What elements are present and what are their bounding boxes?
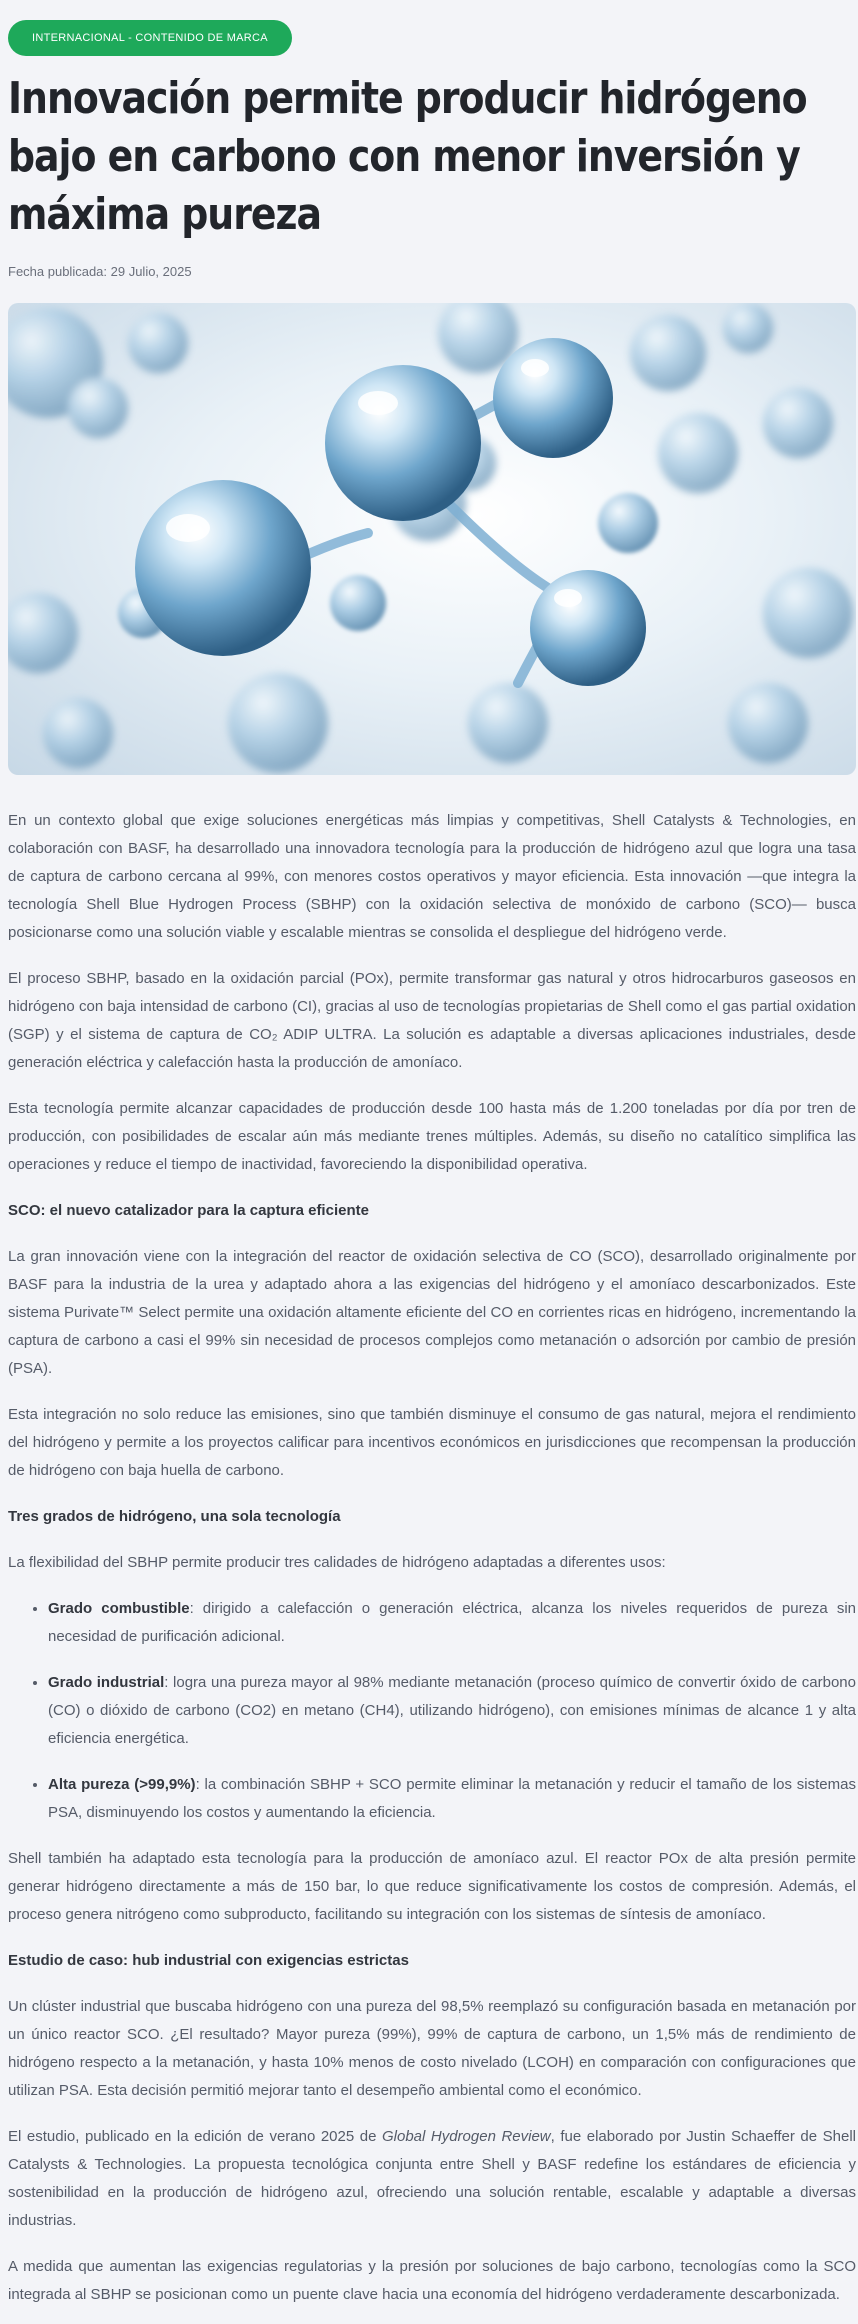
article-title: Innovación permite producir hidrógeno bajo en carbono con menor inversión y máxima pureza bbox=[8, 73, 807, 240]
paragraph-text: , fue elaborado por Justin Schaeffer de Shell Catalysts & Technologies. La propuesta tecnológica conjunta entre Shell y BASF redefine los estándares de eficiencia y sostenibilidad en la producción de hidrógeno azul, ofreciendo una solución rentable, escalable y adaptable a diversas industrias. bbox=[8, 2128, 857, 2229]
list-item-term: Alta pureza (>99,9%) bbox=[48, 1776, 196, 1793]
hero-image bbox=[8, 303, 856, 775]
section-heading: Tres grados de hidrógeno, una sola tecnología bbox=[8, 1508, 341, 1525]
hydrogen-grades-list bbox=[8, 1595, 856, 1827]
publication-name: Global Hydrogen Review bbox=[381, 2128, 551, 2145]
list-item-text: : la combinación SBHP + SCO permite eliminar la metanación y reducir el tamaño de los sistemas PSA, disminuyendo los costos y aumentando la eficiencia. bbox=[48, 1776, 856, 1821]
publish-date: Fecha publicada: 29 Julio, 2025 bbox=[8, 264, 192, 279]
list-item-text: : dirigido a calefacción o generación eléctrica, alcanza los niveles requeridos de pureza sin necesidad de purificación adicional. bbox=[48, 1600, 856, 1645]
paragraph: En un contexto global que exige soluciones energéticas más limpias y competitivas, Shell Catalysts & Technologies, en colaboración con BASF, ha desarrollado una innovadora tecnología para la producción de hidrógeno azul que logra una tasa de captura de carbono cercana al 99%, con menores costos operativos y mayor eficiencia. Esta innovación —que integra la tecnología Shell Blue Hydrogen Process (SBHP) con la oxidación selectiva de monóxido de carbono (SCO)— busca posicionarse como una solución viable y escalable mientras se consolida el despliegue del hidrógeno verde. bbox=[8, 812, 856, 941]
paragraph: La gran innovación viene con la integración del reactor de oxidación selectiva de CO (SCO), desarrollado originalmente por BASF para la industria de la urea y adaptado ahora a las exigencias del hidrógeno y el amoníaco descarbonizados. Este sistema Purivate™ Select permite una oxidación altamente eficiente del CO en corrientes ricas en hidrógeno, incrementando la captura de carbono a casi el 99% sin necesidad de procesos complejos como metanación o adsorción por cambio de presión (PSA). bbox=[8, 1248, 856, 1377]
list-item-text: : logra una pureza mayor al 98% mediante metanación (proceso químico de convertir óxido de carbono (CO) o dióxido de carbono (CO2) en metano (CH4), utilizando hidrógeno), con emisiones mínimas de alcance 1 y alta eficiencia energética. bbox=[48, 1674, 856, 1747]
article-body bbox=[8, 807, 856, 2309]
list-item-term: Grado industrial bbox=[48, 1674, 165, 1691]
paragraph bbox=[8, 2123, 856, 2235]
paragraph: La flexibilidad del SBHP permite producir tres calidades de hidrógeno adaptadas a diferentes usos: bbox=[8, 1554, 666, 1571]
list-item bbox=[48, 1595, 856, 1651]
section-heading: Estudio de caso: hub industrial con exigencias estrictas bbox=[8, 1952, 409, 1969]
list-item-term: Grado combustible bbox=[48, 1600, 190, 1617]
paragraph: Esta tecnología permite alcanzar capacidades de producción desde 100 hasta más de 1.200 toneladas por día por tren de producción, con posibilidades de escalar aún más mediante trenes múltiples. Además, su diseño no catalítico simplifica las operaciones y reduce el tiempo de inactividad, favoreciendo la disponibilidad operativa. bbox=[8, 1100, 856, 1173]
paragraph: El proceso SBHP, basado en la oxidación parcial (POx), permite transformar gas natural y otros hidrocarburos gaseosos en hidrógeno con baja intensidad de carbono (CI), gracias al uso de tecnologías propietarias de Shell como el gas partial oxidation (SGP) y el sistema de captura de CO₂ ADIP ULTRA. La solución es adaptable a diversas aplicaciones industriales, desde generación eléctrica y calefacción hasta la producción de amoníaco. bbox=[8, 970, 856, 1071]
category-badge[interactable]: INTERNACIONAL - CONTENIDO DE MARCA bbox=[8, 20, 292, 56]
paragraph-text: El estudio, publicado en la edición de verano 2025 de bbox=[8, 2128, 382, 2145]
paragraph: Un clúster industrial que buscaba hidrógeno con una pureza del 98,5% reemplazó su configuración basada en metanación por un único reactor SCO. ¿El resultado? Mayor pureza (99%), 99% de captura de carbono, un 1,5% más de rendimiento de hidrógeno respecto a la metanación, y hasta 10% menos de costo nivelado (LCOH) en comparación con configuraciones que utilizan PSA. Esta decisión permitió mejorar tanto el desempeño ambiental como el económico. bbox=[8, 1998, 856, 2099]
section-heading: SCO: el nuevo catalizador para la captura eficiente bbox=[8, 1202, 369, 1219]
list-item bbox=[48, 1669, 856, 1753]
paragraph: A medida que aumentan las exigencias regulatorias y la presión por soluciones de bajo carbono, tecnologías como la SCO integrada al SBHP se posicionan como un puente clave hacia una economía del hidrógeno verdaderamente descarbonizada. bbox=[8, 2258, 856, 2303]
list-item bbox=[48, 1771, 856, 1827]
paragraph: Esta integración no solo reduce las emisiones, sino que también disminuye el consumo de gas natural, mejora el rendimiento del hidrógeno y permite a los proyectos calificar para incentivos económicos en jurisdicciones que recompensan la producción de hidrógeno con baja huella de carbono. bbox=[8, 1406, 856, 1479]
article bbox=[8, 0, 856, 2309]
paragraph: Shell también ha adaptado esta tecnología para la producción de amoníaco azul. El reactor POx de alta presión permite generar hidrógeno directamente a más de 150 bar, lo que reduce significativamente los costos de compresión. Además, el proceso genera nitrógeno como subproducto, facilitando su integración con los sistemas de síntesis de amoníaco. bbox=[8, 1850, 856, 1923]
